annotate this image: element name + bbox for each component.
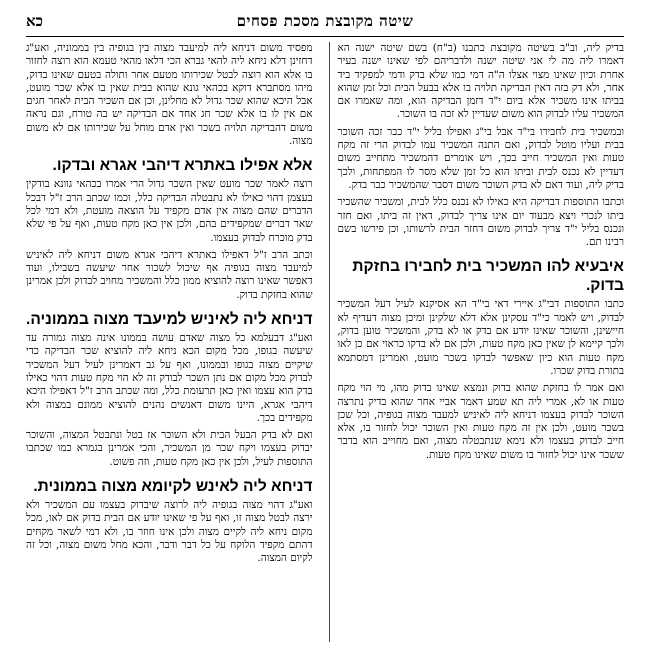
- right-paragraph-3: וכתבו התוספות דבדיקה היא כאילו לא נכנס כלל לבית, ומשכיר שהשכיר ביתו לנכרי ויצא מבעוד יום אינו צריך לבדוק, דאין זה ביתו, ואם חזר ונכנס בליל י"ד צריך לבדוק משום דחזר הבית לרשותו, וכן פירשו בשם רבינו תם.: [337, 196, 624, 249]
- right-paragraph-4: כתבו התוספות דבי"ג איירי דאי בי"ד הא אסיקנא לעיל דעל המשכיר לבדוק, ויש לאמר כי"ד עסקינן אלא דלא שלקינן ומיכן מצוה דעדיף לא חיישינן, והשוכר שאינו יודע אם בדק או לא בדק, והמשכיר טוען בדוק, ולכך קיימא לן שאין כאן מקח טעות, ולכן אם לא בדקו כראוי אם כן לאו מקח טעות הוא כיון שאפשר לבדקו בשכר מועט, ואמרינן דמסתמא בתורת בדוק שכרו.: [337, 298, 624, 377]
- left-heading-1: אלא אפילו באתרא דיהבי אגרא ובדקו.: [52, 157, 313, 175]
- left-heading-3: דניחא ליה לאינש לקיומא מצוה בממונית.: [33, 478, 313, 496]
- right-paragraph-1: בדיק ליה, וב"ב בשיטה מקובצת כתבנו (ב"ח) בשם שיטה ישנה הא דאמרו ליה מה לי אני שיטה ישנה ולדבריהם לפי שאינו ישנה בעיר אחרת וכיון שאינו מצוי אצלו ה"ה דמי כמו שלא בדק ודמי למפקיד ביד אחר, ולא דק בזה דאין הבדיקה תלויה בו אלא בבעל הבית וכל זמן שהוא בביתו אינו משכיר אלא ביום י"ד דזמן הבדיקה הוא, ומה שאמרו אם המשכיר עליו לבדוק הוא משום שעדיין לא זכה בו השוכר.: [337, 42, 624, 121]
- left-paragraph-6: ואע"ג דהוי מצוה בגופיה ליה לרוצה שיבדוק בעצמו עם המשכיר ולא ירצה לבטל מצוה זו, ואף על פי שאינו יודע אם הבית בדוק אם לאו, מכל מקום ניחא ליה לקיים מצוה ולכן אינו חוזר בו, ולא דמי לשאר מקחים דהתם מקפיד הלוקח על כל דבר ודבר, והכא מחל משום מצוה, וכל זה לקיום המצוה.: [26, 499, 313, 565]
- right-column: [329, 42, 625, 642]
- text-columns: [26, 42, 624, 642]
- left-paragraph-5: ואם לא בדק הבעל הבית ולא השוכר אז בטל ונתבטל המצוה, והשוכר יבדוק בעצמו ויקח שכר מן המשכיר, והכי אמרינן בגמרא כמו שכתבו התוספות לעיל, ולכן אין כאן מקח טעות, וזה פשוט.: [26, 429, 313, 468]
- header-title: שיטה מקובצת מסכת פסחים: [236, 12, 414, 30]
- left-paragraph-4: ואע"ג דבעלמא כל מצוה שאדם עושה בממונו אינה מצוה גמורה עד שיעשה בגופו, מכל מקום הכא ניחא ליה להוציא שכר הבדיקה כדי שיקיים מצוה בגופו ובממונו, ואף על גב דאמרינן לעיל דעל המשכיר לבדוק מכל מקום אם נתן השכר לבודק זה לא הוי מקח טעות דהוי כאילו בדק הוא עצמו ואין כאן תרעומת כלל, ומה שכתב הרב ז"ל דאפילו היכא דיהבי אגרא, היינו משום דאנשים נהנים להוציא ממונם במצוה ולא מקפידים בכך.: [26, 332, 313, 424]
- page-number: כא: [26, 12, 43, 30]
- right-heading-1: איבעיא להו המשכיר בית לחבירו בחזקת בדוק.: [352, 258, 624, 295]
- left-paragraph-3: וכתב הרב ז"ל דאפילו באתרא דיהבי אגרא משום דניחא ליה לאיניש למיעבד מצוה בגופיה אף שיכול לשכור אחר שיעשה בשבילו, ועוד דאפשר שאינו רוצה להוציא ממון כלל והמשכיר מחויב לבדוק ולכן אמרינן שהוא בחזקת בדוק.: [26, 248, 313, 301]
- left-paragraph-1: מפסיד משום דניחא ליה למיעבד מצוה בין בגופיה בין בממוניה, ואע"ג דחזינן דלא ניחא ליה להאי גברא הכי דלאו מהאי טעמא הוא רוצה לחזור בו אלא הוא רוצה לבטל שכירותו מטעם אחר ותולה בטעם שאינו בדוק, מיהו מסתברא דוקא בכהאי גונא שהוא בבית שאין בו אלא שכר מועט, אבל היכא שהוא שכר גדול לא מחלינן, וכן אם השכיר הבית לאחר חגים אם אין לו בו אלא שכר חג אחד אם הבדיקה יש בה טורח, וגם נראה משום דהבדיקה תלויה בשכר ואין אדם מוחל על שכירותו אם לא משום מצוה.: [26, 42, 313, 148]
- left-heading-2: דניחא ליה לאיניש למיעבד מצוה בממוניה.: [26, 311, 313, 329]
- left-paragraph-2: רוצה לאמר שכר מועט שאין השכר גדול הרי אמרו בכהאי גוונא בודקין בעצמן דהוי כאילו לא נתבטלה הבדיקה כלל, וכמו שכתב הרב ז"ל דבכל הדברים שהם מצוה אין אדם מקפיד על הוצאה מועטת, ולא דמי לכל שאר דברים שמקפידים בהם, ולכן אין כאן מקח טעות, ואף על פי שלא בדק מוכרח לבדוק בעצמו.: [26, 178, 313, 244]
- right-paragraph-5: ואם אמר לו בחזקת שהוא בדוק ונמצא שאינו בדוק מהו, מי הוי מקח טעות או לא, אמרי ליה תא שמע דאמר אביי אחר שהוא בדיק נתרצה השוכר לבדוק בעצמו דניחא ליה לאיניש למעבד מצוה בגופיה, וכל שכן בשכר מועט, ולכן אין זה מקח טעות ואין השוכר יכול לחזור בו, אלא חייב לבדוק בעצמו ולא נימא שנתבטלה מצוה, ואם מחוייב הוא בדבר ששכר אינו יכול לחזור בו משום שאינו מקח טעות.: [337, 382, 624, 461]
- left-column: [26, 42, 313, 642]
- running-header: [26, 10, 624, 37]
- right-paragraph-2: ובמשכיר בית לחבירו בי"ד אבל בי"ג ואפילו בליל י"ד כבר זכה השוכר בבית ועליו מוטל לבדוק, ואם התנה המשכיר עמו לבדוק הרי זה מקח טעות ואין המשכיר חייב בכך, ויש אומרים דהמשכיר מתחייב משום דעדיין לא נכנס לבית וביתו הוא כל זמן שלא מסר לו המפתחות, ולכך בדיק ליה, ועוד דאם לא בדק השוכר משום דסבר שהמשכיר כבר בדק.: [337, 125, 624, 191]
